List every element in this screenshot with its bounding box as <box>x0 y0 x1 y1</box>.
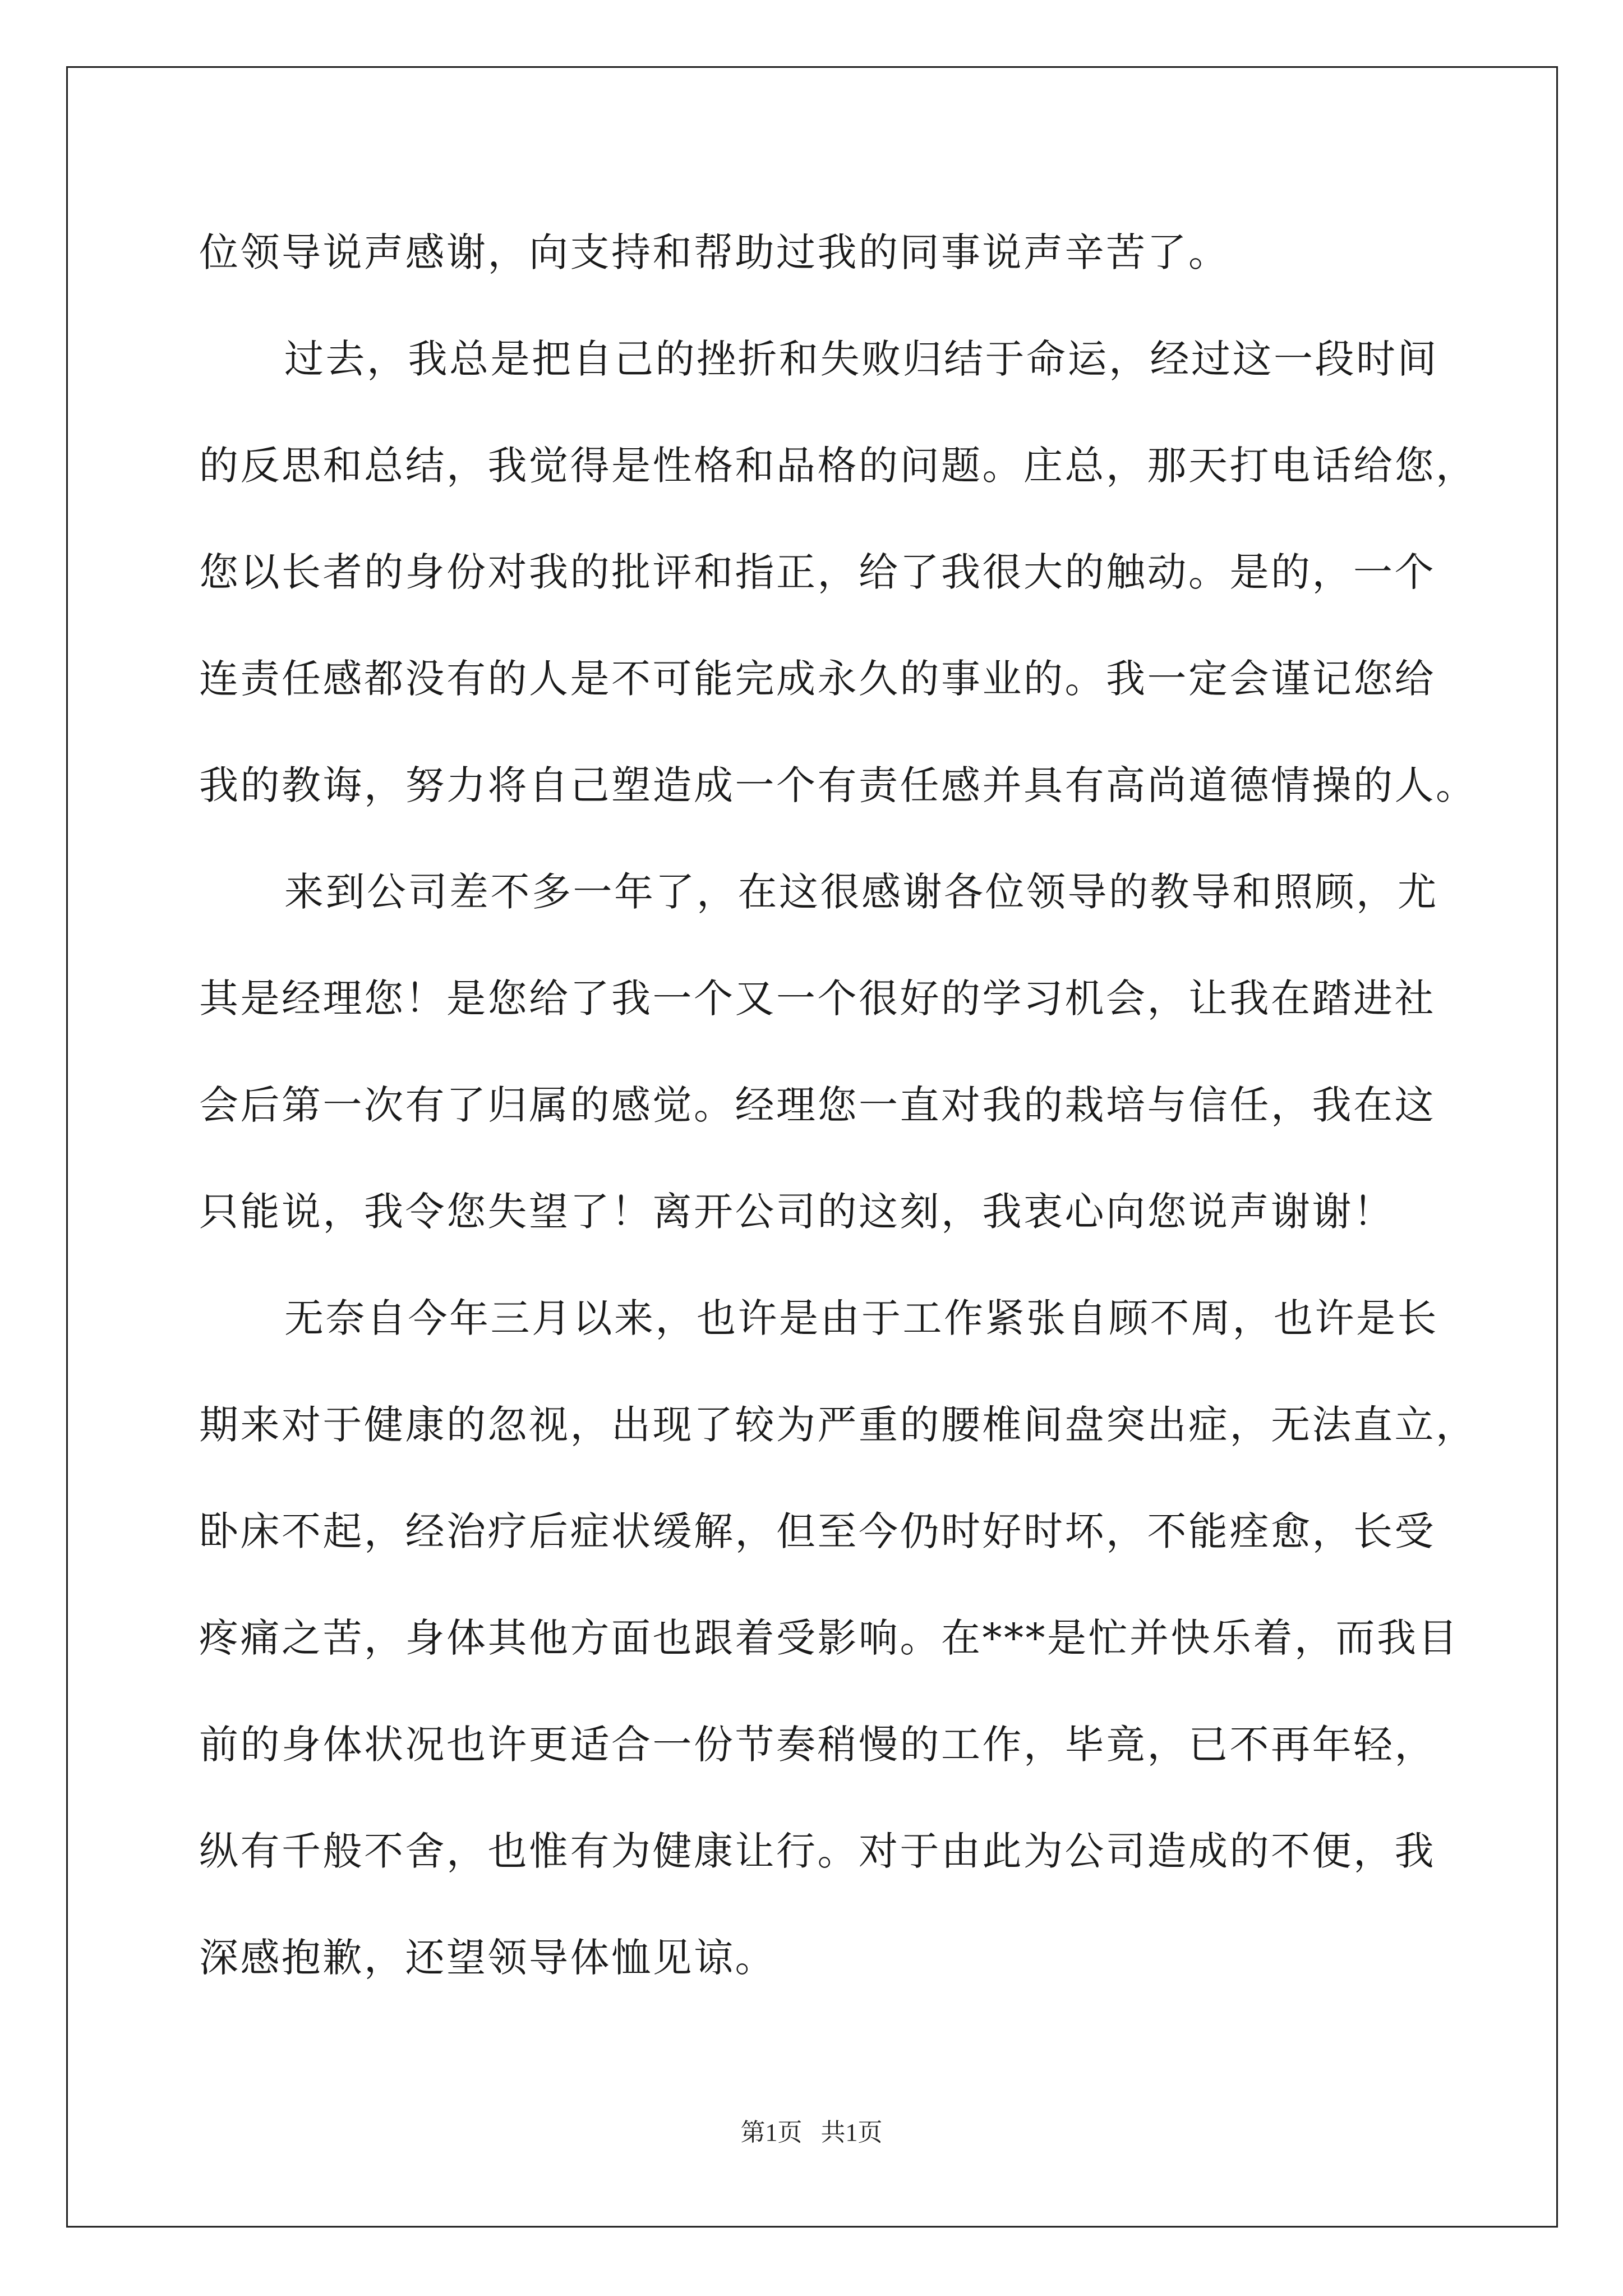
text-line: 期来对于健康的忽视，出现了较为严重的腰椎间盘突出症，无法直立， <box>199 1402 1477 1448</box>
text-line: 其是经理您！是您给了我一个又一个很好的学习机会，让我在踏进社 <box>199 976 1436 1022</box>
text-line: 会后第一次有了归属的感觉。经理您一直对我的栽培与信任，我在这 <box>199 1082 1436 1128</box>
text-line: 您以长者的身份对我的批评和指正，给了我很大的触动。是的，一个 <box>199 549 1436 595</box>
text-line: 深感抱歉，还望领导体恤见谅。 <box>199 1935 776 1981</box>
text-line: 只能说，我令您失望了！离开公司的这刻，我衷心向您说声谢谢！ <box>199 1189 1395 1235</box>
text-line: 我的教诲，努力将自己塑造成一个有责任感并具有高尚道德情操的人。 <box>199 762 1477 808</box>
text-line: 卧床不起，经治疗后症状缓解，但至今仍时好时坏，不能痊愈，长受 <box>199 1508 1436 1554</box>
page-footer: 第1页 共1页 <box>740 2119 883 2146</box>
text-line: 来到公司差不多一年了，在这很感谢各位领导的教导和照顾，尤 <box>284 869 1438 915</box>
text-line: 位领导说声感谢，向支持和帮助过我的同事说声辛苦了。 <box>199 229 1230 275</box>
text-line: 前的身体状况也许更适合一份节奏稍慢的工作，毕竟，已不再年轻， <box>199 1722 1436 1768</box>
text-line: 连责任感都没有的人是不可能完成永久的事业的。我一定会谨记您给 <box>199 656 1436 702</box>
text-line: 的反思和总结，我觉得是性格和品格的问题。庄总，那天打电话给您， <box>199 443 1477 489</box>
text-line: 疼痛之苦，身体其他方面也跟着受影响。在***是忙并快乐着，而我目 <box>199 1615 1459 1661</box>
text-line: 过去，我总是把自己的挫折和失败归结于命运，经过这一段时间 <box>284 336 1438 382</box>
text-line: 纵有千般不舍，也惟有为健康让行。对于由此为公司造成的不便，我 <box>199 1828 1436 1874</box>
text-line: 无奈自今年三月以来，也许是由于工作紧张自顾不周，也许是长 <box>284 1295 1438 1341</box>
document-body <box>199 199 1477 2011</box>
